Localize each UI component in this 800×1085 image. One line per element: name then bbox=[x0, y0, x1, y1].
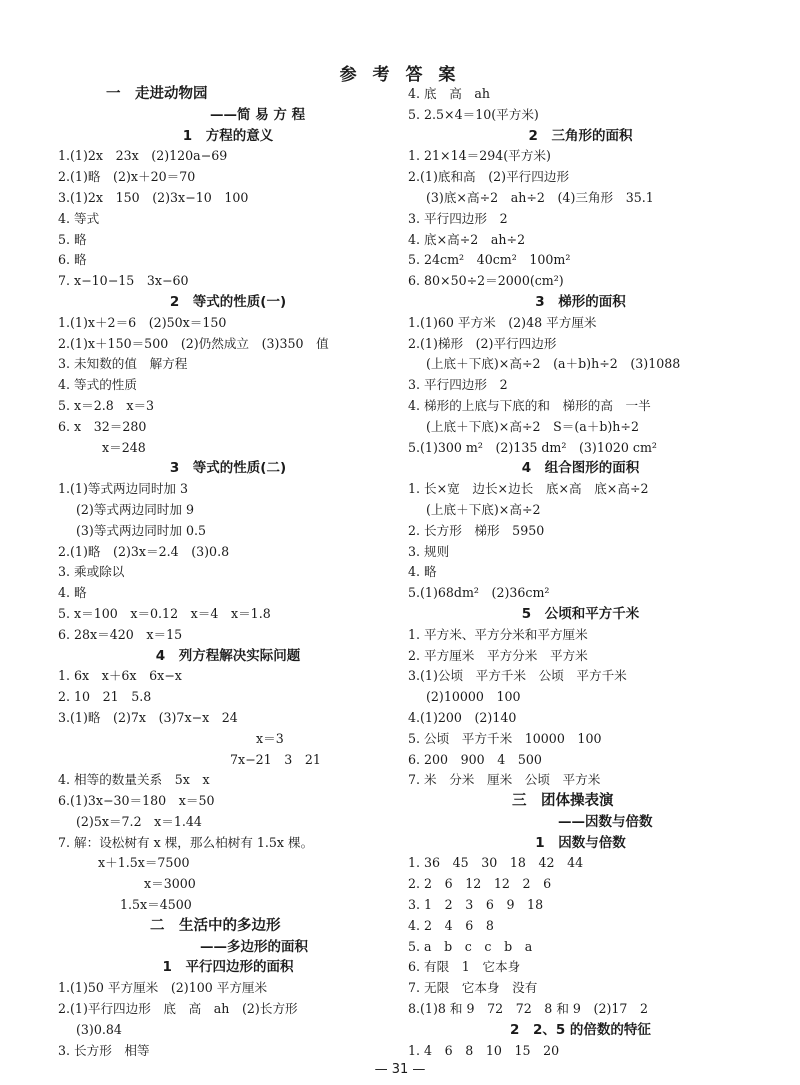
answer-line: 3. 长方形 相等 bbox=[58, 1042, 150, 1058]
answer-line: 7x−21 3 21 bbox=[230, 751, 321, 767]
answer-line: 7. 米 分米 厘米 公顷 平方米 bbox=[408, 772, 601, 788]
answer-line: 6. 有限 1 它本身 bbox=[408, 959, 521, 975]
answer-line: 1. 21×14＝294(平方米) bbox=[408, 148, 551, 164]
answer-line: 5. 略 bbox=[58, 231, 87, 247]
section-heading: 4 列方程解决实际问题 bbox=[155, 647, 301, 664]
answer-line: 3. 规则 bbox=[408, 543, 450, 559]
answer-line: 3. 平行四边形 2 bbox=[408, 377, 508, 393]
section-heading: 2 2、5 的倍数的特征 bbox=[510, 1021, 651, 1038]
answer-line: (2)5x＝7.2 x＝1.44 bbox=[76, 813, 202, 829]
section-heading: 4 组合图形的面积 bbox=[521, 460, 640, 477]
page-number: — 31 — bbox=[374, 1062, 426, 1077]
answer-line: 4. 底×高÷2 ah÷2 bbox=[408, 231, 526, 247]
answer-line: 6. x 32＝280 bbox=[58, 418, 147, 434]
answer-line: 2. 平方厘米 平方分米 平方米 bbox=[408, 647, 588, 663]
answer-line: x＝3 bbox=[256, 730, 284, 746]
answer-line: 6. 200 900 4 500 bbox=[408, 751, 542, 767]
answer-line: 3. 平行四边形 2 bbox=[408, 210, 508, 226]
answer-line: (2)10000 100 bbox=[426, 689, 521, 705]
answer-line: 1.(1)x＋2＝6 (2)50x＝150 bbox=[58, 314, 227, 330]
answer-line: 4. 2 4 6 8 bbox=[408, 917, 494, 933]
answer-line: 1.(1)50 平方厘米 (2)100 平方厘米 bbox=[58, 980, 268, 996]
answer-line: 5. 2.5×4＝10(平方米) bbox=[408, 106, 539, 122]
right-column bbox=[408, 84, 753, 1061]
answer-line: x＋1.5x＝7500 bbox=[98, 855, 190, 871]
chapter-heading: 三 团体操表演 bbox=[512, 793, 614, 810]
answer-line: 6.(1)3x−30＝180 x＝50 bbox=[58, 793, 215, 809]
answer-line: 3. 未知数的值 解方程 bbox=[58, 356, 188, 372]
answer-line: 5. x＝2.8 x＝3 bbox=[58, 397, 155, 413]
left-column bbox=[58, 84, 398, 1061]
answer-line: 1.(1)等式两边同时加 3 bbox=[58, 481, 189, 497]
section-heading: 3 等式的性质(二) bbox=[169, 460, 287, 477]
answer-line: (3)等式两边同时加 0.5 bbox=[76, 522, 207, 538]
answer-line: 2. 10 21 5.8 bbox=[58, 689, 152, 705]
answer-line: 5.(1)300 m² (2)135 dm² (3)1020 cm² bbox=[408, 439, 657, 455]
answer-line: 3.(1)略 (2)7x (3)7x−x 24 bbox=[58, 709, 238, 725]
answer-line: 4. 相等的数量关系 5x x bbox=[58, 772, 210, 788]
answer-line: (上底＋下底)×高÷2 bbox=[426, 501, 541, 517]
section-heading: 3 梯形的面积 bbox=[535, 293, 626, 310]
answer-line: 5. a b c c b a bbox=[408, 938, 533, 954]
answer-line: (2)等式两边同时加 9 bbox=[76, 501, 195, 517]
section-heading: 1 平行四边形的面积 bbox=[162, 959, 294, 976]
answer-line: 3. 1 2 3 6 9 18 bbox=[408, 897, 544, 913]
section-heading: 2 等式的性质(一) bbox=[169, 293, 287, 310]
chapter-heading: 一 走进动物园 bbox=[106, 86, 208, 102]
chapter-heading: 二 生活中的多边形 bbox=[150, 917, 281, 934]
answer-line: 1.(1)60 平方米 (2)48 平方厘米 bbox=[408, 314, 597, 330]
answer-line: (3)0.84 bbox=[76, 1021, 122, 1037]
section-heading: 2 三角形的面积 bbox=[528, 127, 633, 144]
answer-line: 1.5x＝4500 bbox=[120, 897, 192, 913]
answer-line: 4. 等式 bbox=[58, 210, 100, 226]
page-title: 参 考 答 案 bbox=[339, 65, 461, 85]
answer-line: 1. 4 6 8 10 15 20 bbox=[408, 1042, 560, 1058]
answer-line: 4.(1)200 (2)140 bbox=[408, 709, 517, 725]
chapter-subtitle: ——简 易 方 程 bbox=[210, 106, 306, 123]
answer-line: 1. 长×宽 边长×边长 底×高 底×高÷2 bbox=[408, 481, 649, 497]
answer-line: 2.(1)略 (2)3x＝2.4 (3)0.8 bbox=[58, 543, 230, 559]
answer-line: 7. x−10−15 3x−60 bbox=[58, 273, 189, 289]
answer-line: (上底＋下底)×高÷2 (a＋b)h÷2 (3)1088 bbox=[426, 356, 681, 372]
chapter-subtitle: ——多边形的面积 bbox=[200, 938, 308, 955]
answer-line: 2. 长方形 梯形 5950 bbox=[408, 522, 545, 538]
answer-line: 1.(1)2x 23x (2)120a−69 bbox=[58, 148, 228, 164]
answer-line: 4. 等式的性质 bbox=[58, 377, 137, 393]
answer-line: 2. 2 6 12 12 2 6 bbox=[408, 876, 552, 892]
answer-line: 5. 24cm² 40cm² 100m² bbox=[408, 252, 571, 268]
answer-line: 8.(1)8 和 9 72 72 8 和 9 (2)17 2 bbox=[408, 1001, 649, 1017]
answer-line: 3. 乘或除以 bbox=[58, 564, 125, 580]
answer-line: 1. 6x x＋6x 6x−x bbox=[58, 668, 182, 684]
answer-line: 4. 梯形的上底与下底的和 梯形的高 一半 bbox=[408, 397, 651, 413]
answer-line: 5. x＝100 x＝0.12 x＝4 x＝1.8 bbox=[58, 605, 271, 621]
answer-line: (3)底×高÷2 ah÷2 (4)三角形 35.1 bbox=[426, 189, 654, 205]
answer-line: 2.(1)梯形 (2)平行四边形 bbox=[408, 335, 557, 351]
chapter-subtitle: ——因数与倍数 bbox=[558, 813, 653, 830]
answer-line: 4. 略 bbox=[58, 585, 87, 601]
answer-line: 4. 略 bbox=[408, 564, 437, 580]
answer-line: 6. 80×50÷2＝2000(cm²) bbox=[408, 273, 564, 289]
answer-line: x＝3000 bbox=[144, 876, 196, 892]
answer-line: 2.(1)略 (2)x＋20＝70 bbox=[58, 169, 196, 185]
answer-line: 5.(1)68dm² (2)36cm² bbox=[408, 585, 550, 601]
answer-line: 2.(1)平行四边形 底 高 ah (2)长方形 bbox=[58, 1001, 298, 1017]
answer-line: 2.(1)底和高 (2)平行四边形 bbox=[408, 169, 570, 185]
answer-line: (上底＋下底)×高÷2 S＝(a＋b)h÷2 bbox=[426, 418, 639, 434]
answer-line: 6. 28x＝420 x＝15 bbox=[58, 626, 183, 642]
answer-line: 2.(1)x＋150＝500 (2)仍然成立 (3)350 值 bbox=[58, 335, 329, 351]
answer-line: 4. 底 高 ah bbox=[408, 86, 491, 101]
answer-line: 7. 无限 它本身 没有 bbox=[408, 980, 538, 996]
answer-line: 3.(1)2x 150 (2)3x−10 100 bbox=[58, 189, 249, 205]
answer-line: 5. 公顷 平方千米 10000 100 bbox=[408, 730, 602, 746]
answer-line: 3.(1)公顷 平方千米 公顷 平方千米 bbox=[408, 668, 627, 684]
answer-line: 6. 略 bbox=[58, 252, 87, 268]
answer-line: 7. 解：设松树有 x 棵，那么柏树有 1.5x 棵。 bbox=[58, 834, 314, 850]
answer-line: 1. 36 45 30 18 42 44 bbox=[408, 855, 584, 871]
answer-line: x＝248 bbox=[102, 439, 146, 455]
section-heading: 1 方程的意义 bbox=[182, 127, 274, 144]
section-heading: 5 公顷和平方千米 bbox=[521, 605, 640, 622]
section-heading: 1 因数与倍数 bbox=[535, 834, 626, 851]
answer-line: 1. 平方米、平方分米和平方厘米 bbox=[408, 626, 588, 642]
